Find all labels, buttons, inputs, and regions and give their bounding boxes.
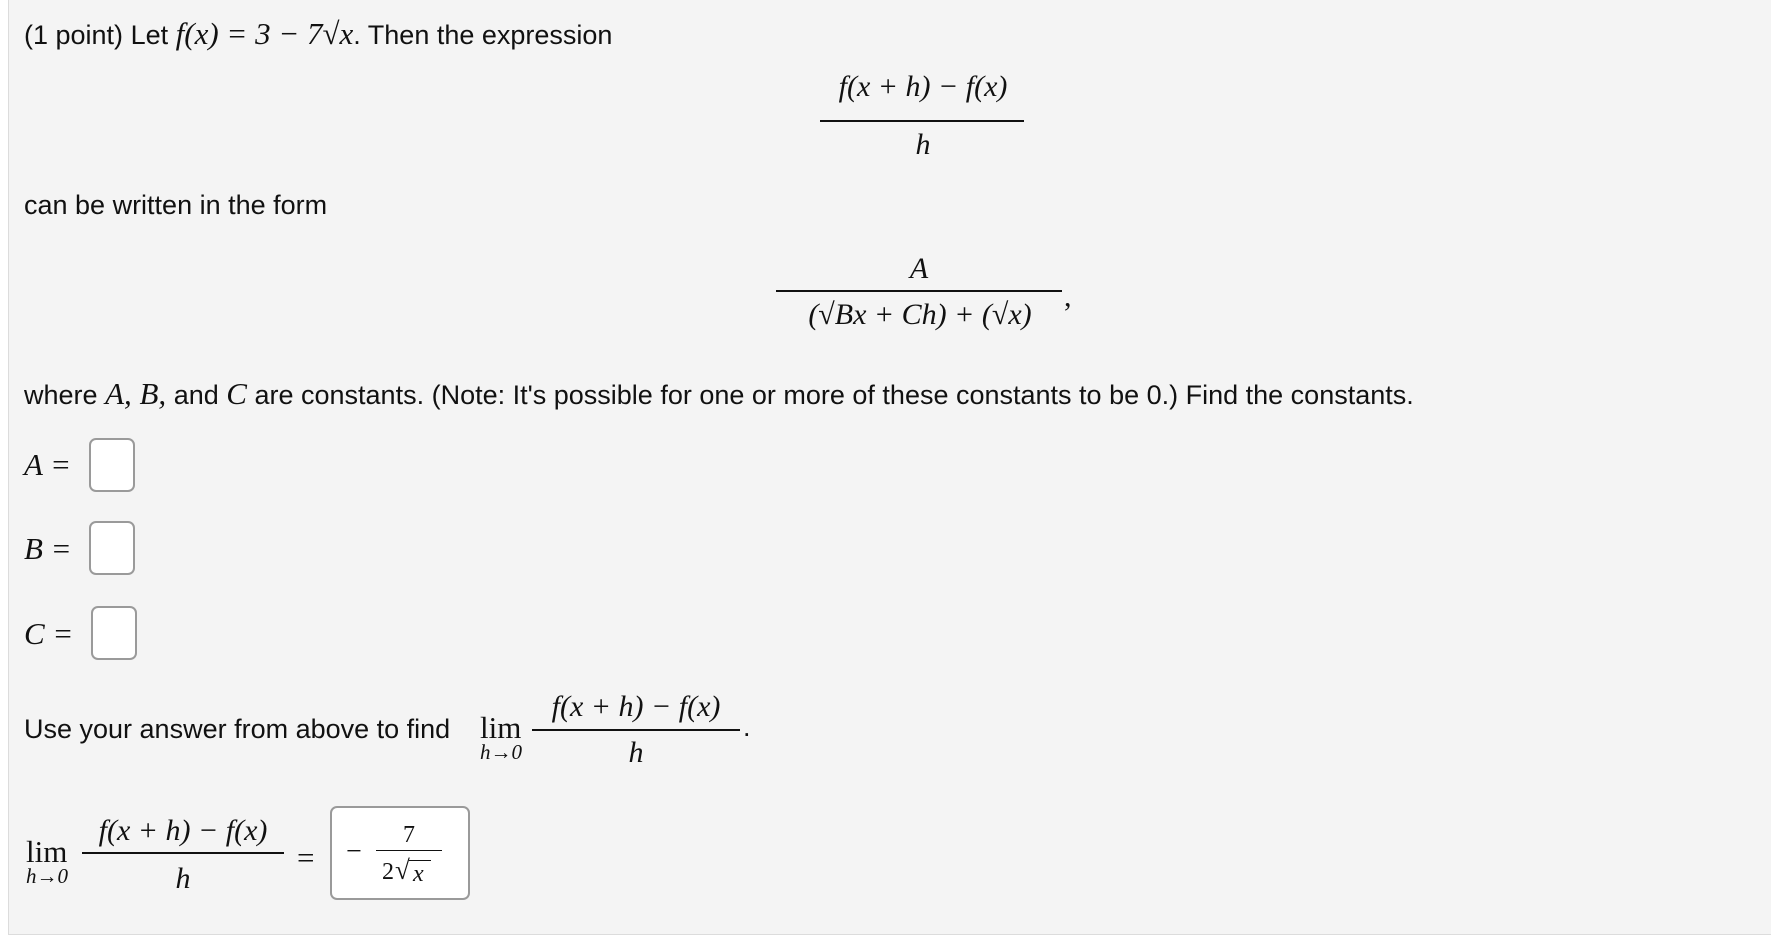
answer-lhs-denominator: h: [175, 862, 191, 895]
where-prefix: where: [24, 380, 98, 410]
answer-equals: =: [297, 840, 315, 875]
form-denominator-wrap: [770, 298, 1070, 332]
let-text: Let: [130, 20, 169, 50]
form-comma: ,: [1064, 280, 1072, 313]
a-input[interactable]: [89, 438, 135, 492]
points-label: (1 point): [24, 20, 124, 50]
function-definition: f(x) = 3 − 7√x: [175, 16, 354, 51]
answer-lhs-fraction-bar: [82, 852, 284, 854]
form-fraction: [776, 252, 1062, 286]
answer-numerator: 7: [403, 822, 415, 848]
problem-intro: [24, 18, 612, 49]
c-label: C =: [24, 616, 74, 651]
then-text: . Then the expression: [353, 20, 613, 50]
limit-denominator: h: [628, 736, 644, 769]
answer-lim: lim: [26, 834, 68, 869]
limit-fraction-bar: [532, 729, 740, 731]
answer-lhs-fraction: [80, 814, 286, 848]
limit-answer-box[interactable]: [330, 806, 470, 900]
expression-fraction: [818, 70, 1028, 104]
limit-sub: h→0: [480, 740, 522, 764]
can-be-written-text: can be written in the form: [24, 190, 328, 220]
where-suffix: are constants. (Note: It's possible for one or more of these constants to be 0.) Find the constants.: [254, 380, 1414, 410]
answer-den-coef: 2: [382, 859, 394, 885]
answer-den-var: x: [413, 861, 424, 887]
form-denominator: (√Bx + Ch) + (√x): [808, 298, 1032, 331]
where-c: C: [226, 376, 247, 411]
answer-fraction-bar: [376, 850, 442, 851]
answer-lim-sub: h→0: [26, 864, 68, 888]
answer-num-wrap: [376, 822, 442, 849]
limit-period: .: [743, 712, 751, 742]
expression-denominator-wrap: [818, 128, 1028, 162]
form-numerator: A: [909, 252, 929, 285]
answer-sign: −: [346, 836, 362, 867]
limit-denominator-wrap: [532, 736, 740, 770]
limit-lim: lim: [480, 710, 522, 745]
limit-prompt: Use your answer from above to find: [24, 714, 451, 744]
where-and: and: [173, 380, 219, 410]
b-input[interactable]: [89, 521, 135, 575]
where-line: [24, 378, 1414, 409]
expression-denominator: h: [915, 128, 931, 161]
c-input[interactable]: [91, 606, 137, 660]
answer-lhs-denominator-wrap: [80, 862, 286, 896]
expression-numerator: f(x + h) − f(x): [838, 70, 1008, 103]
b-label: B =: [24, 531, 72, 566]
answer-lhs-numerator: f(x + h) − f(x): [98, 814, 268, 847]
sqrt-icon: √: [395, 855, 410, 885]
limit-fraction: [532, 690, 740, 724]
expression-fraction-bar: [820, 120, 1024, 122]
where-vars: A, B,: [105, 376, 167, 411]
limit-numerator: f(x + h) − f(x): [551, 690, 721, 723]
form-fraction-bar: [776, 290, 1062, 292]
a-label: A =: [24, 447, 72, 482]
